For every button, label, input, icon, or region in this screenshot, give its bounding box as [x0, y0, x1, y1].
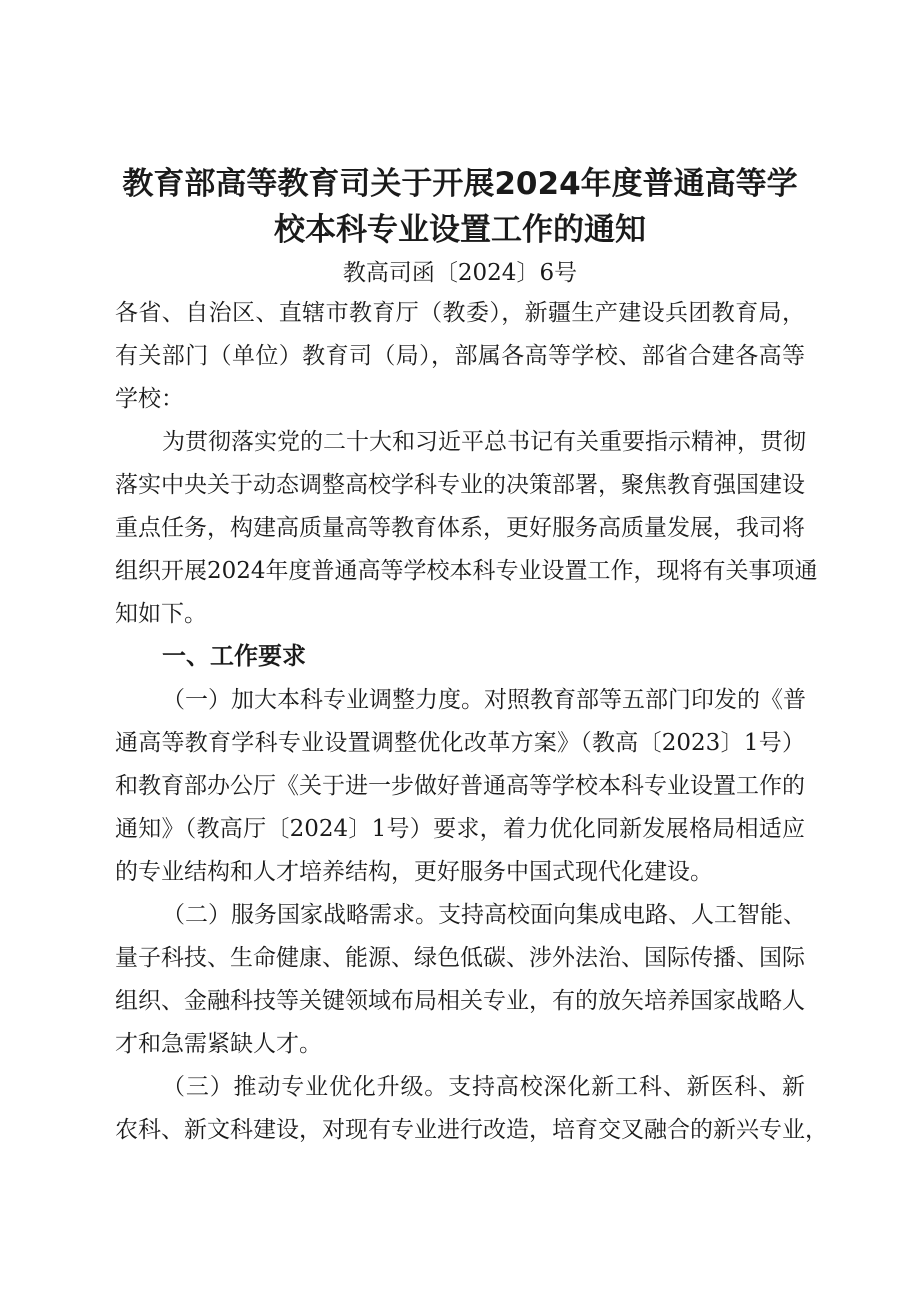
addressee-line: 各省、自治区、直辖市教育厅（教委），新疆生产建设兵团教育局， — [115, 300, 805, 326]
intro-paragraph-line: 组织开展2024年度普通高等学校本科专业设置工作，现将有关事项通 — [115, 558, 818, 584]
document-title-line-1: 教育部高等教育司关于开展2024年度普通高等学 — [122, 166, 798, 202]
item3-line: （三）推动专业优化升级。支持高校深化新工科、新医科、新 — [162, 1074, 805, 1100]
addressee-line: 学校： — [115, 386, 184, 412]
item2-line: （二）服务国家战略需求。支持高校面向集成电路、人工智能、 — [162, 902, 806, 928]
intro-paragraph-line: 知如下。 — [115, 601, 207, 627]
intro-paragraph-line: 重点任务，构建高质量高等教育体系，更好服务高质量发展，我司将 — [115, 515, 805, 541]
item1-line: 通高等教育学科专业设置调整优化改革方案》（教高〔2023〕1号） — [115, 730, 805, 756]
item1-line: （一）加大本科专业调整力度。对照教育部等五部门印发的《普 — [162, 687, 806, 713]
document-title-line-2: 校本科专业设置工作的通知 — [274, 212, 646, 248]
item2-line: 组织、金融科技等关键领域布局相关专业，有的放矢培养国家战略人 — [115, 988, 805, 1014]
item1-line: 通知》（教高厅〔2024〕1号）要求，着力优化同新发展格局相适应 — [115, 816, 805, 842]
item1-line: 的专业结构和人才培养结构，更好服务中国式现代化建设。 — [115, 859, 713, 885]
item3-line: 农科、新文科建设，对现有专业进行改造，培育交叉融合的新兴专业， — [115, 1117, 828, 1143]
intro-paragraph-line: 落实中央关于动态调整高校学科专业的决策部署，聚焦教育强国建设 — [115, 472, 805, 498]
item1-line: 和教育部办公厅《关于进一步做好普通高等学校本科专业设置工作的 — [115, 773, 805, 799]
item2-line: 量子科技、生命健康、能源、绿色低碳、涉外法治、国际传播、国际 — [115, 945, 805, 971]
item2-line: 才和急需紧缺人才。 — [115, 1031, 322, 1057]
section-heading: 一、工作要求 — [162, 642, 306, 670]
document-number: 教高司函〔2024〕6号 — [342, 260, 578, 286]
intro-paragraph-line: 为贯彻落实党的二十大和习近平总书记有关重要指示精神，贯彻 — [162, 429, 806, 455]
addressee-line: 有关部门（单位）教育司（局），部属各高等学校、部省合建各高等 — [115, 343, 805, 369]
